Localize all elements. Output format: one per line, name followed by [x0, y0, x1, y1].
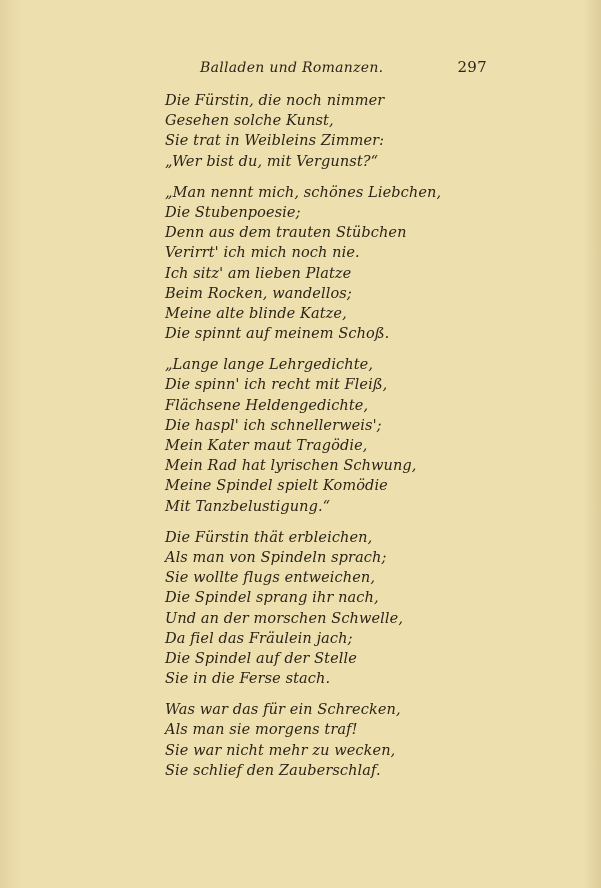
verse-line: „Lange lange Lehrgedichte,: [165, 357, 374, 374]
running-title: Balladen und Romanzen.: [200, 60, 384, 76]
page-number: 297: [457, 58, 487, 76]
verse-line: „Wer bist du, mit Vergunst?“: [165, 153, 379, 170]
verse-line: Die Stubenpoesie;: [165, 204, 301, 221]
stanza-5: [165, 700, 465, 781]
verse-line: Meine alte blinde Katze,: [165, 305, 347, 322]
verse-line: Mein Rad hat lyrischen Schwung,: [165, 458, 417, 475]
verse-line: Die Spindel sprang ihr nach,: [165, 590, 379, 607]
verse-line: Als man von Spindeln sprach;: [165, 549, 387, 566]
verse-line: Sie in die Ferse stach.: [165, 671, 331, 688]
verse-line: Sie war nicht mehr zu wecken,: [165, 742, 396, 759]
verse-line: Die Fürstin thät erbleichen,: [165, 529, 373, 546]
verse-line: Sie schlief den Zauberschlaf.: [165, 762, 381, 779]
verse-line: Die Fürstin, die noch nimmer: [165, 93, 385, 109]
stanza-4: [165, 528, 465, 690]
verse-line: Was war das für ein Schrecken,: [165, 702, 401, 719]
verse-line: „Man nennt mich, schönes Liebchen,: [165, 184, 442, 201]
stanza-2: [165, 183, 465, 345]
verse-line: Die spinn' ich recht mit Fleiß,: [165, 377, 388, 394]
verse-line: Die haspl' ich schnellerweis';: [165, 417, 382, 434]
running-header: [200, 60, 560, 80]
verse-line: Mit Tanzbelustigung.“: [165, 498, 331, 515]
verse-line: Da fiel das Fräulein jach;: [165, 630, 353, 647]
stanza-1: [165, 91, 465, 172]
verse-line: Denn aus dem trauten Stübchen: [165, 225, 407, 242]
verse-line: Die spinnt auf meinem Schoß.: [165, 326, 390, 343]
verse-line: Die Spindel auf der Stelle: [165, 650, 357, 667]
verse-line: Sie trat in Weibleins Zimmer:: [165, 133, 385, 150]
verse-line: Meine Spindel spielt Komödie: [165, 478, 388, 495]
verse-line: Verirrt' ich mich noch nie.: [165, 245, 360, 262]
verse-line: Ich sitz' am lieben Platze: [165, 265, 352, 282]
verse-line: Flächsene Heldengedichte,: [165, 397, 369, 414]
verse-line: Als man sie morgens traf!: [165, 722, 358, 739]
poem-body: [165, 91, 465, 792]
verse-line: Mein Kater maut Tragödie,: [165, 438, 368, 454]
verse-line: Gesehen solche Kunst,: [165, 113, 334, 130]
verse-line: Und an der morschen Schwelle,: [165, 610, 404, 627]
stanza-3: [165, 355, 465, 517]
verse-line: Sie wollte flugs entweichen,: [165, 570, 376, 587]
verse-line: Beim Rocken, wandellos;: [165, 285, 352, 302]
